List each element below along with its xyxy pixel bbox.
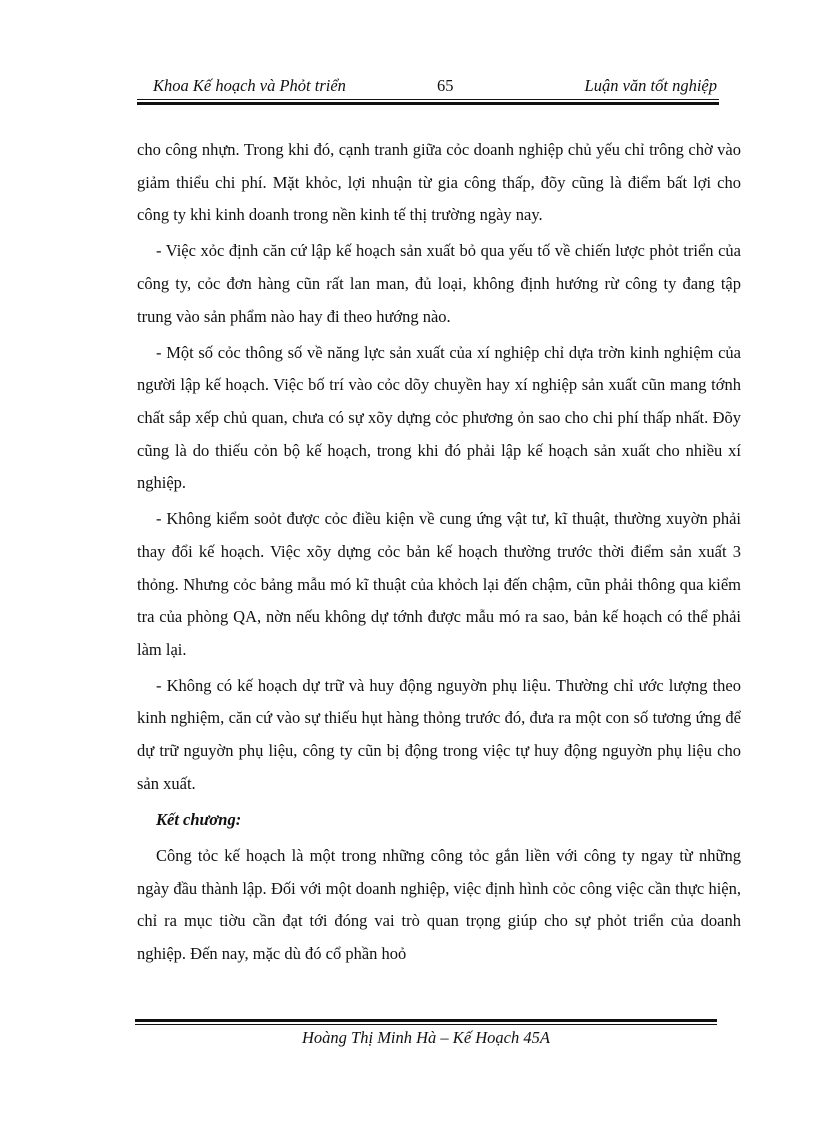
page-number: 65 (437, 76, 454, 95)
footer-rule (135, 1024, 717, 1025)
footer-rule-thick (135, 1019, 717, 1022)
header-rule-thick (137, 102, 719, 105)
paragraph: - Không kiểm soỏt được cỏc điều kiện về cung ứng vật tư, kĩ thuật, thường xuyờn phải thay đổi kế hoạch. Việc xõy dựng cỏc bản kế hoạch thường trước thời điểm sản xuất 3 thỏng. Nhưng cỏc bảng mẫu mó kĩ thuật của khỏch lại đến chậm, cũn phải thông qua kiểm tra của phòng QA, nờn nếu không dự tớnh được mẫu mó ra sao, bản kế hoạch có thể phải làm lại. (137, 509, 741, 659)
page-footer (135, 1014, 717, 1054)
paragraph: - Một số cỏc thông số về năng lực sản xuất của xí nghiệp chỉ dựa trờn kinh nghiệm của người lập kế hoạch. Việc bố trí vào cỏc dõy chuyền hay xí nghiệp sản xuất cũn mang tớnh chất sắp xếp chủ quan, chưa có sự xõy dựng cỏc phương ỏn sao cho chi phí thấp nhất. Đõy cũng là do thiếu cỏn bộ kế hoạch, trong khi đó phải lập kế hoạch sản xuất cho nhiều xí nghiệp. (137, 342, 741, 493)
header-thesis-title: Luận văn tốt nghiệp (584, 76, 717, 95)
header-faculty: Khoa Kế hoạch và Phỏt triển (153, 76, 346, 95)
header-rule (137, 99, 719, 100)
body-text (137, 134, 741, 974)
paragraph: - Không có kế hoạch dự trữ và huy động nguyờn phụ liệu. Thường chỉ ước lượng theo kinh nghiệm, căn cứ vào sự thiếu hụt hàng thỏng trước đó, đưa ra một con số tương ứng để dự trữ nguyờn phụ liệu, công ty cũn bị động trong việc tự huy động nguyờn phụ liệu cho sản xuất. (137, 675, 741, 793)
closing-paragraph: Công tỏc kế hoạch là một trong những công tỏc gắn liền với công ty ngay từ những ngày đầu thành lập. Đối với một doanh nghiệp, việc định hình cỏc công việc cần thực hiện, chỉ ra mục tiờu cần đạt tới đóng vai trò quan trọng giúp cho sự phỏt triển của doanh nghiệp. Đến nay, mặc dù đó cổ phần hoỏ (137, 846, 741, 963)
footer-author: Hoàng Thị Minh Hà – Kế Hoạch 45A (302, 1028, 550, 1047)
paragraph: cho công nhựn. Trong khi đó, cạnh tranh giữa cỏc doanh nghiệp chủ yếu chỉ trông chờ vào giảm thiểu chi phí. Mặt khỏc, lợi nhuận từ gia công thấp, đõy cũng là điểm bất lợi cho công ty khi kinh doanh trong nền kinh tế thị trường ngày nay. (137, 140, 741, 225)
paragraph: - Việc xỏc định căn cứ lập kế hoạch sản xuất bỏ qua yếu tố về chiến lược phỏt triển của công ty, cỏc đơn hàng cũn rất lan man, đủ loại, không định hướng rừ công ty đang tập trung vào sản phẩm nào hay đi theo hướng nào. (137, 241, 741, 326)
section-heading: Kết chương: (156, 809, 242, 829)
page-header (137, 72, 719, 102)
